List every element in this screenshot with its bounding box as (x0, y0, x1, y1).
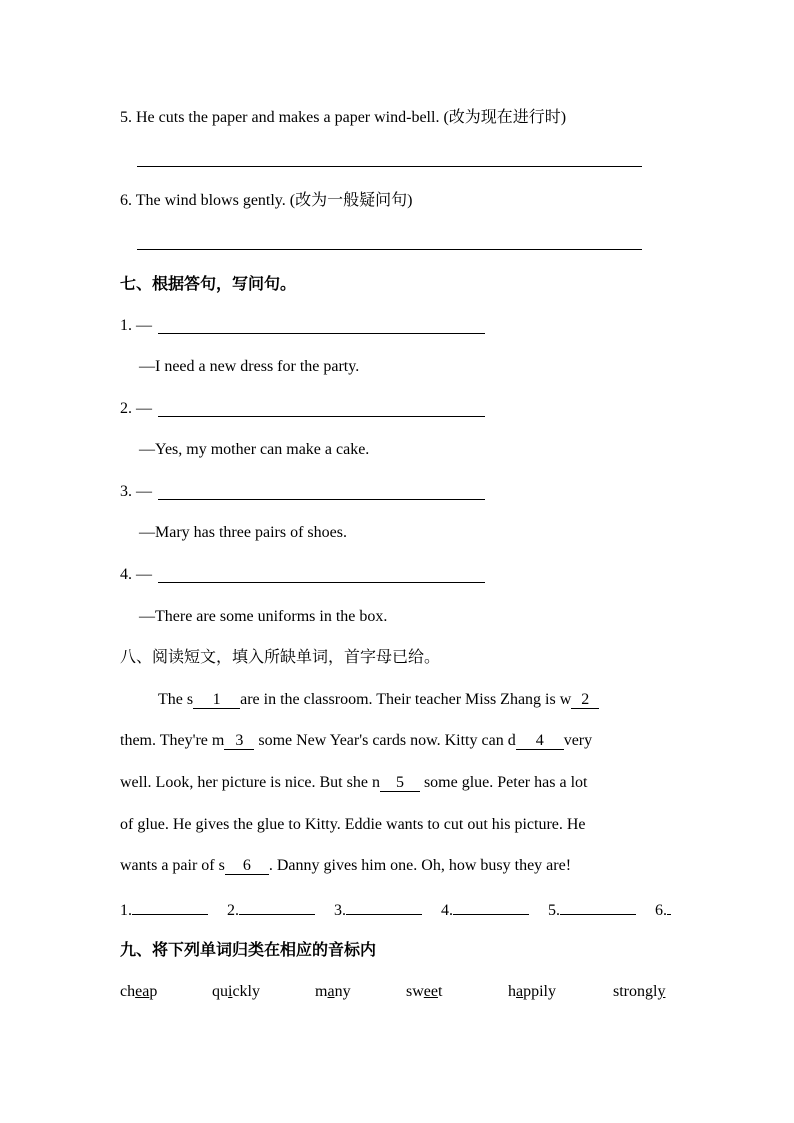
question-6: 6. The wind blows gently. (改为一般疑问句) (120, 192, 413, 209)
word-cheap: cheap (120, 983, 158, 1000)
answer-blank[interactable] (667, 899, 671, 915)
passage-line-3 (120, 773, 587, 793)
passage-text: very (563, 732, 593, 749)
word-strongly: strongly (613, 983, 666, 1000)
answer-line-5[interactable] (137, 166, 642, 167)
s7-item-4-line[interactable] (158, 582, 485, 583)
passage-text: some glue. Peter has a lot (419, 774, 588, 791)
answer-blank[interactable] (346, 899, 422, 915)
word-many: many (315, 983, 351, 1000)
blank-2[interactable]: 2 (571, 691, 599, 709)
s7-item-3-line[interactable] (158, 499, 485, 500)
answer-blank[interactable] (132, 899, 208, 915)
section-9-title: 九、将下列单词归类在相应的音标内 (120, 940, 377, 959)
passage-text: . Danny gives him one. Oh, how busy they are! (268, 857, 572, 874)
section-7-title: 七、根据答句，写问句。 (120, 274, 297, 293)
passage-text: are in the classroom. Their teacher Miss Zhang is w (240, 691, 572, 708)
word-quickly: quickly (212, 983, 260, 1000)
s7-item-2-num: 2. — (120, 400, 152, 417)
s7-item-3-answer: —Mary has three pairs of shoes. (139, 524, 347, 541)
answer-blank[interactable] (560, 899, 636, 915)
answer-blank[interactable] (453, 899, 529, 915)
passage-text: The s (158, 691, 194, 708)
blank-6[interactable]: 6 (225, 857, 269, 875)
answer-label: 2. (227, 902, 239, 919)
passage-line-2 (120, 731, 592, 751)
answer-1[interactable] (120, 899, 208, 921)
blank-3[interactable]: 3 (224, 732, 254, 750)
s7-item-1-line[interactable] (158, 333, 485, 334)
s7-item-1-num: 1. — (120, 317, 152, 334)
answer-label: 5. (548, 902, 560, 919)
blank-4[interactable]: 4 (516, 732, 564, 750)
passage-text: well. Look, her picture is nice. But she n (120, 774, 380, 791)
s7-item-4-answer: —There are some uniforms in the box. (139, 608, 388, 625)
passage-line-5 (120, 856, 571, 876)
answer-label: 3. (334, 902, 346, 919)
blank-1[interactable]: 1 (193, 691, 240, 709)
answer-line-6[interactable] (137, 249, 642, 250)
s7-item-1-answer: —I need a new dress for the party. (139, 358, 360, 375)
word-happily: happily (508, 983, 556, 1000)
answer-label: 1. (120, 902, 132, 919)
answer-3[interactable] (334, 899, 422, 921)
passage-text: some New Year's cards now. Kitty can d (254, 732, 516, 749)
passage-line-4: of glue. He gives the glue to Kitty. Eddie wants to cut out his picture. He (120, 816, 586, 833)
section-8-title: 八、阅读短文，填入所缺单词，首字母已给。 (120, 649, 441, 666)
word-sweet: sweet (406, 983, 443, 1000)
answer-4[interactable] (441, 899, 529, 921)
answer-5[interactable] (548, 899, 636, 921)
s7-item-2-answer: —Yes, my mother can make a cake. (139, 441, 370, 458)
s7-item-4-num: 4. — (120, 566, 152, 583)
answer-6[interactable] (655, 899, 671, 921)
passage-text: wants a pair of s (120, 857, 225, 874)
answer-blank[interactable] (239, 899, 315, 915)
passage-line-1 (158, 690, 599, 710)
question-5: 5. He cuts the paper and makes a paper wind-bell. (改为现在进行时) (120, 109, 567, 126)
s7-item-3-num: 3. — (120, 483, 152, 500)
blank-5[interactable]: 5 (380, 774, 420, 792)
answer-2[interactable] (227, 899, 315, 921)
passage-text: them. They're m (120, 732, 225, 749)
answer-label: 4. (441, 902, 453, 919)
s7-item-2-line[interactable] (158, 416, 485, 417)
answer-label: 6. (655, 902, 667, 919)
